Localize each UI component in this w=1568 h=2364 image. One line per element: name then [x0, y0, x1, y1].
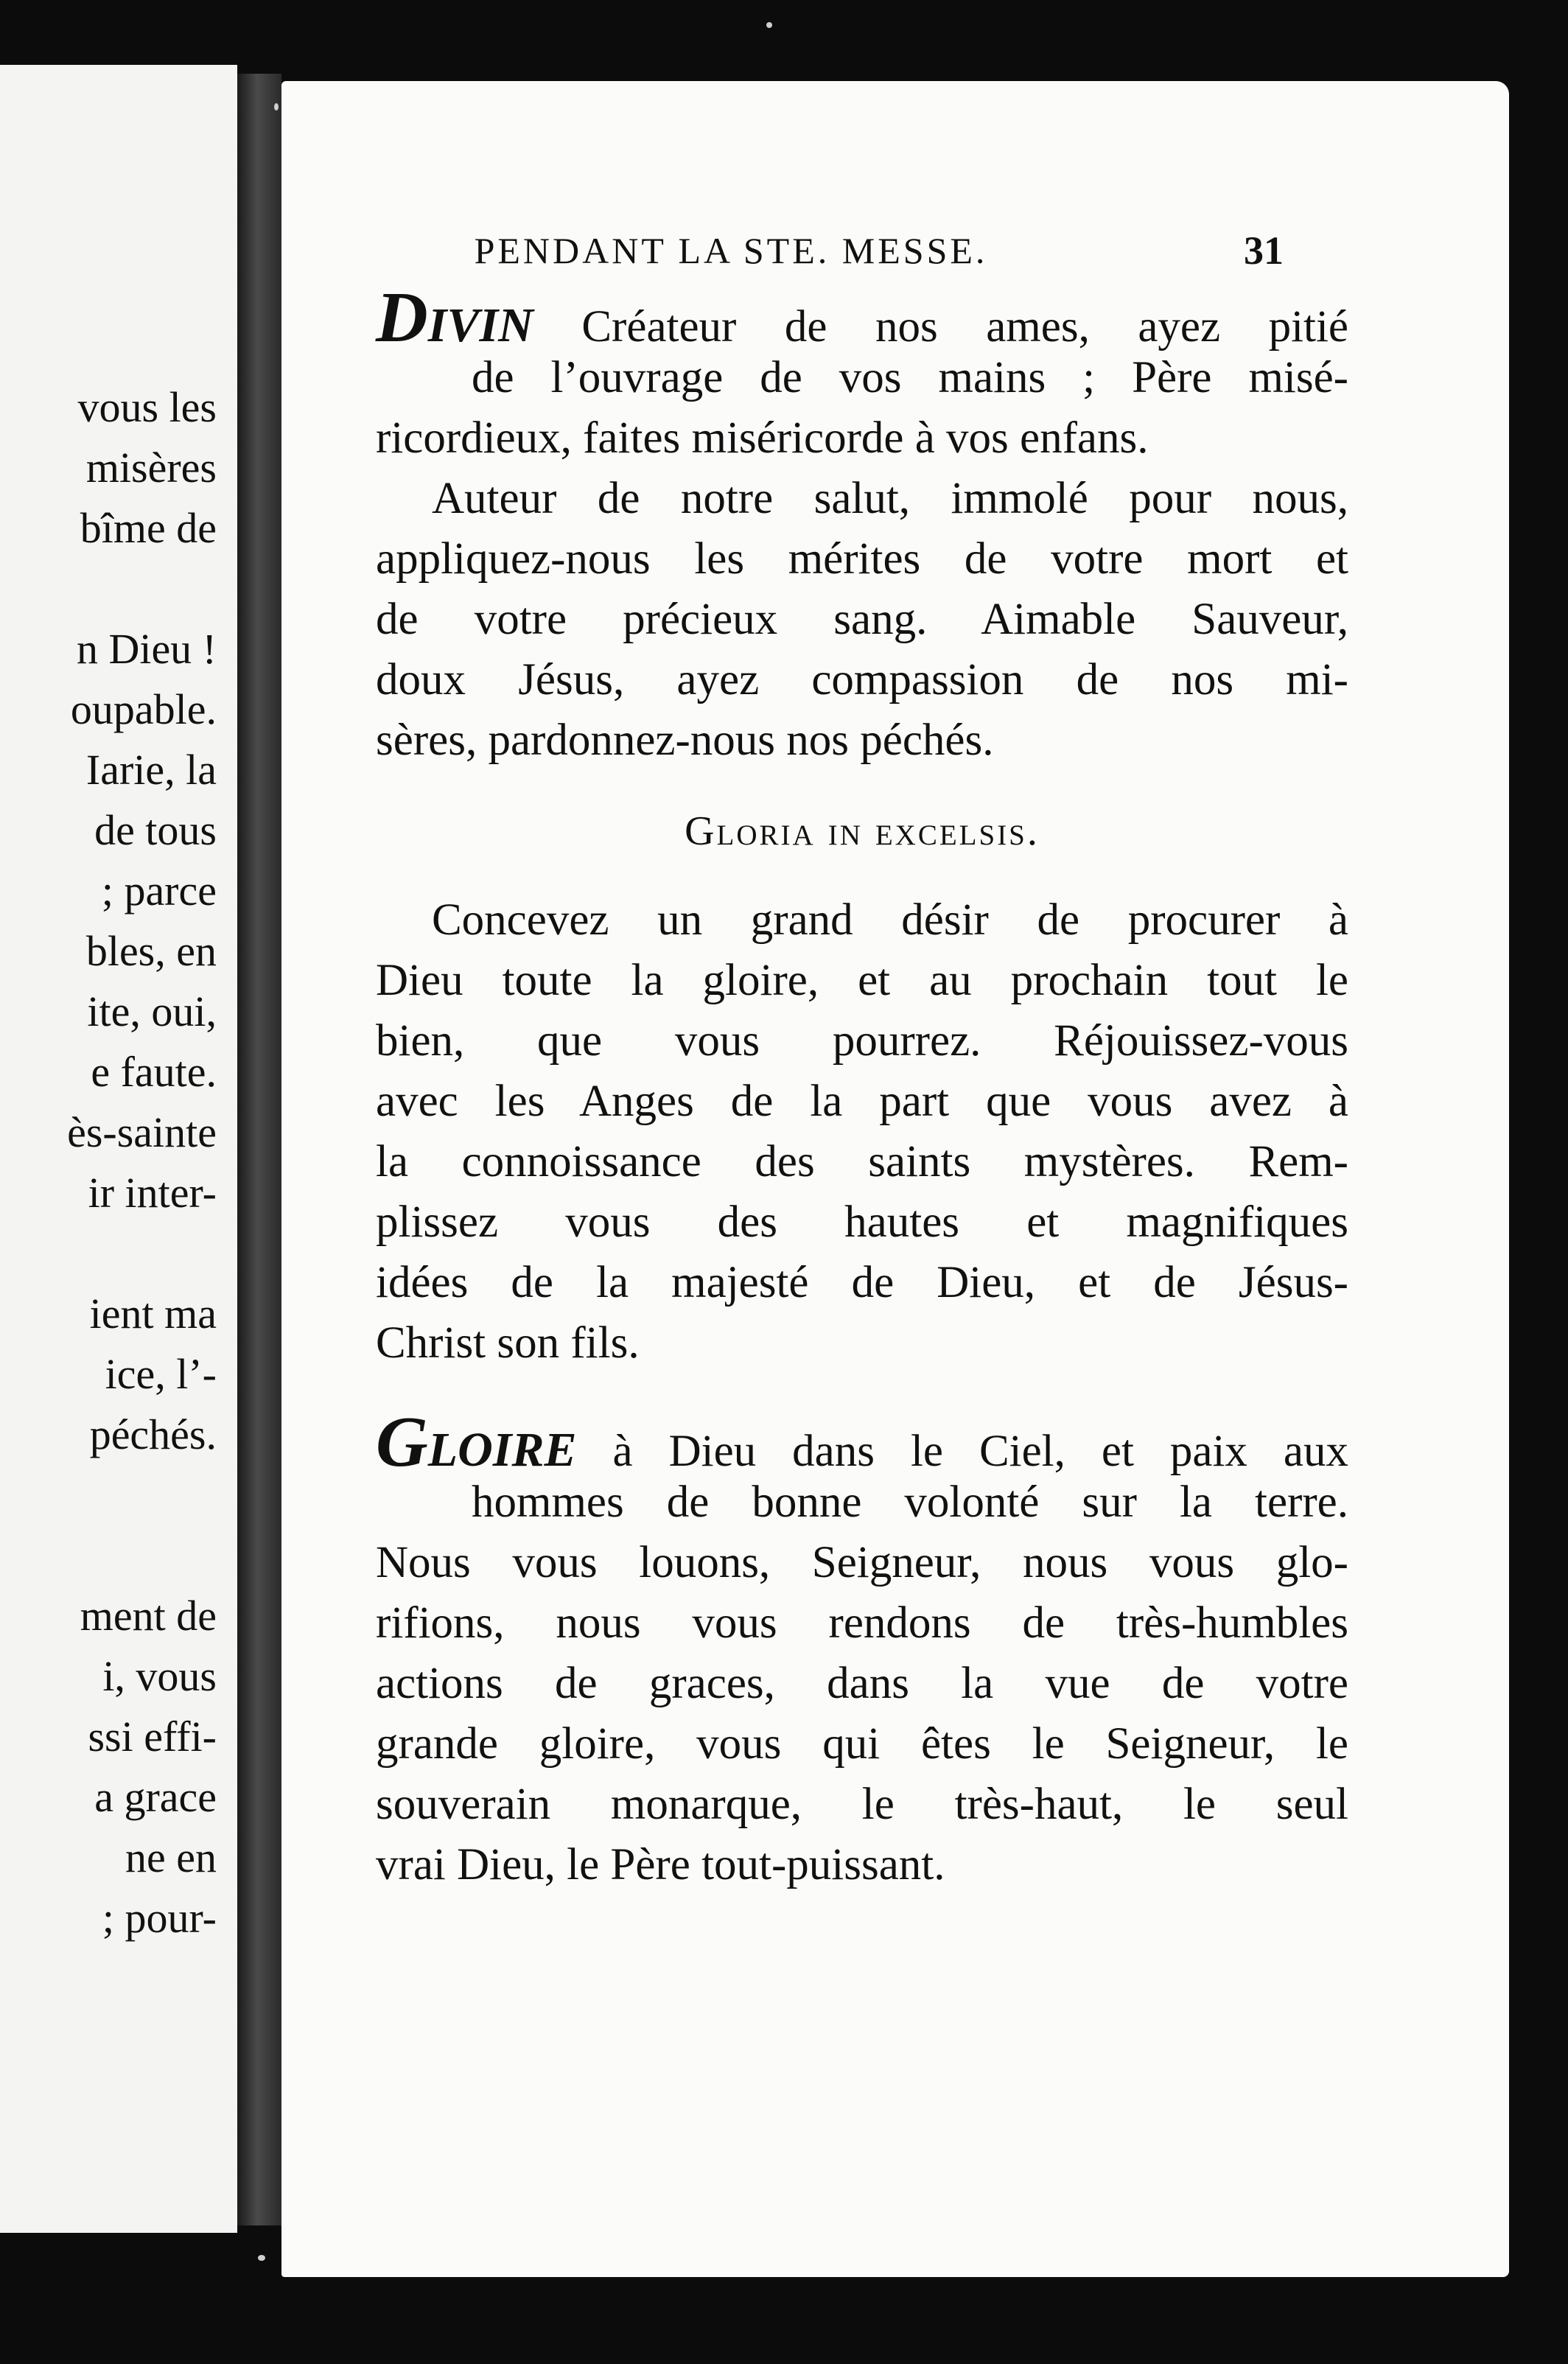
paragraph-4-first-line: [376, 1402, 1348, 1482]
dropcap-d: D: [376, 278, 428, 357]
text-line: appliquez-nous les mérites de votre mort et: [376, 534, 1348, 584]
text-line: de votre précieux sang. Aimable Sauveur,: [376, 595, 1348, 644]
left-page-line: n Dieu !: [76, 625, 217, 673]
text-line: rifions, nous vous rendons de très-humbles: [376, 1598, 1348, 1648]
left-page-line: ite, oui,: [87, 987, 217, 1035]
text-line: plissez vous des hautes et magnifiques: [376, 1197, 1348, 1247]
left-page-line: ice, l’-: [105, 1350, 217, 1398]
left-page-line: ssi effi-: [88, 1713, 217, 1760]
text-line: ricordieux, faites miséricorde à vos enfans.: [376, 413, 1149, 463]
left-page-line: oupable.: [70, 685, 217, 733]
left-page-line: péchés.: [89, 1410, 217, 1458]
text-line: la connoissance des saints mystères. Rem-: [376, 1137, 1348, 1186]
text-line: avec les Anges de la part que vous avez à: [376, 1077, 1348, 1126]
page-body: [376, 278, 1349, 1895]
left-page-line: i, vous: [102, 1652, 217, 1700]
text-line: Dieu toute la gloire, et au prochain tout le: [376, 956, 1348, 1005]
left-page-line: ; parce: [101, 867, 217, 915]
paragraph-1-first-line: [376, 278, 1349, 357]
left-page-line: Iarie, la: [85, 746, 217, 794]
left-page-line: de tous: [94, 806, 217, 854]
gloria-heading: Gloria in excelsis.: [685, 808, 1040, 854]
dropword-loire: LOIRE: [427, 1423, 577, 1477]
left-page-line: bles, en: [85, 927, 217, 975]
text-line: actions de graces, dans la vue de votre: [376, 1659, 1348, 1708]
left-page-line: e faute.: [91, 1048, 217, 1096]
left-page-line: bîme de: [80, 504, 217, 552]
dust-speck: [766, 22, 772, 28]
running-head: PENDANT LA STE. MESSE.: [474, 230, 988, 271]
text-line: souverain monarque, le très-haut, le seul: [376, 1780, 1348, 1829]
text-line: Auteur de notre salut, immolé pour nous,: [432, 474, 1348, 523]
left-page-line: ir inter-: [88, 1169, 217, 1217]
paragraph-4-first-rest: à Dieu dans le Ciel, et paix aux: [612, 1427, 1348, 1476]
left-page-line: ès-sainte: [67, 1108, 217, 1156]
left-page-line: ne en: [125, 1833, 217, 1881]
dust-speck: [258, 2255, 265, 2261]
left-page-line: a grace: [94, 1773, 217, 1821]
paragraph-1-first-rest: Créateur de nos ames, ayez pitié: [581, 302, 1349, 352]
text-line: hommes de bonne volonté sur la terre.: [472, 1478, 1348, 1527]
book-gutter: [237, 74, 281, 2225]
dust-speck: [274, 103, 279, 111]
text-line: doux Jésus, ayez compassion de nos mi-: [376, 655, 1348, 704]
text-line: sères, pardonnez-nous nos péchés.: [376, 716, 994, 765]
text-line: Concevez un grand désir de procurer à: [432, 895, 1348, 945]
text-line: Christ son fils.: [376, 1318, 640, 1368]
dropcap-g: G: [376, 1402, 428, 1482]
left-page-line: ment de: [80, 1592, 217, 1640]
left-page-fragment: [0, 65, 237, 2233]
text-line: grande gloire, vous qui êtes le Seigneur, le: [376, 1719, 1348, 1769]
section-heading: [376, 800, 1348, 861]
text-line: idées de la majesté de Dieu, et de Jésus-: [376, 1258, 1348, 1307]
text-line: bien, que vous pourrez. Réjouissez-vous: [376, 1016, 1348, 1066]
left-page-line: vous les: [77, 383, 217, 431]
text-line: de l’ouvrage de vos mains ; Père misé-: [472, 353, 1348, 402]
text-line: vrai Dieu, le Père tout-puissant.: [376, 1840, 945, 1889]
left-page-line: misères: [85, 444, 217, 492]
page-number: 31: [1244, 228, 1284, 273]
left-page-line: ient ma: [89, 1290, 217, 1337]
dropword-ivin: IVIN: [427, 298, 533, 352]
left-page-line: ; pour-: [102, 1894, 217, 1942]
text-line: Nous vous louons, Seigneur, nous vous glo-: [376, 1538, 1348, 1587]
